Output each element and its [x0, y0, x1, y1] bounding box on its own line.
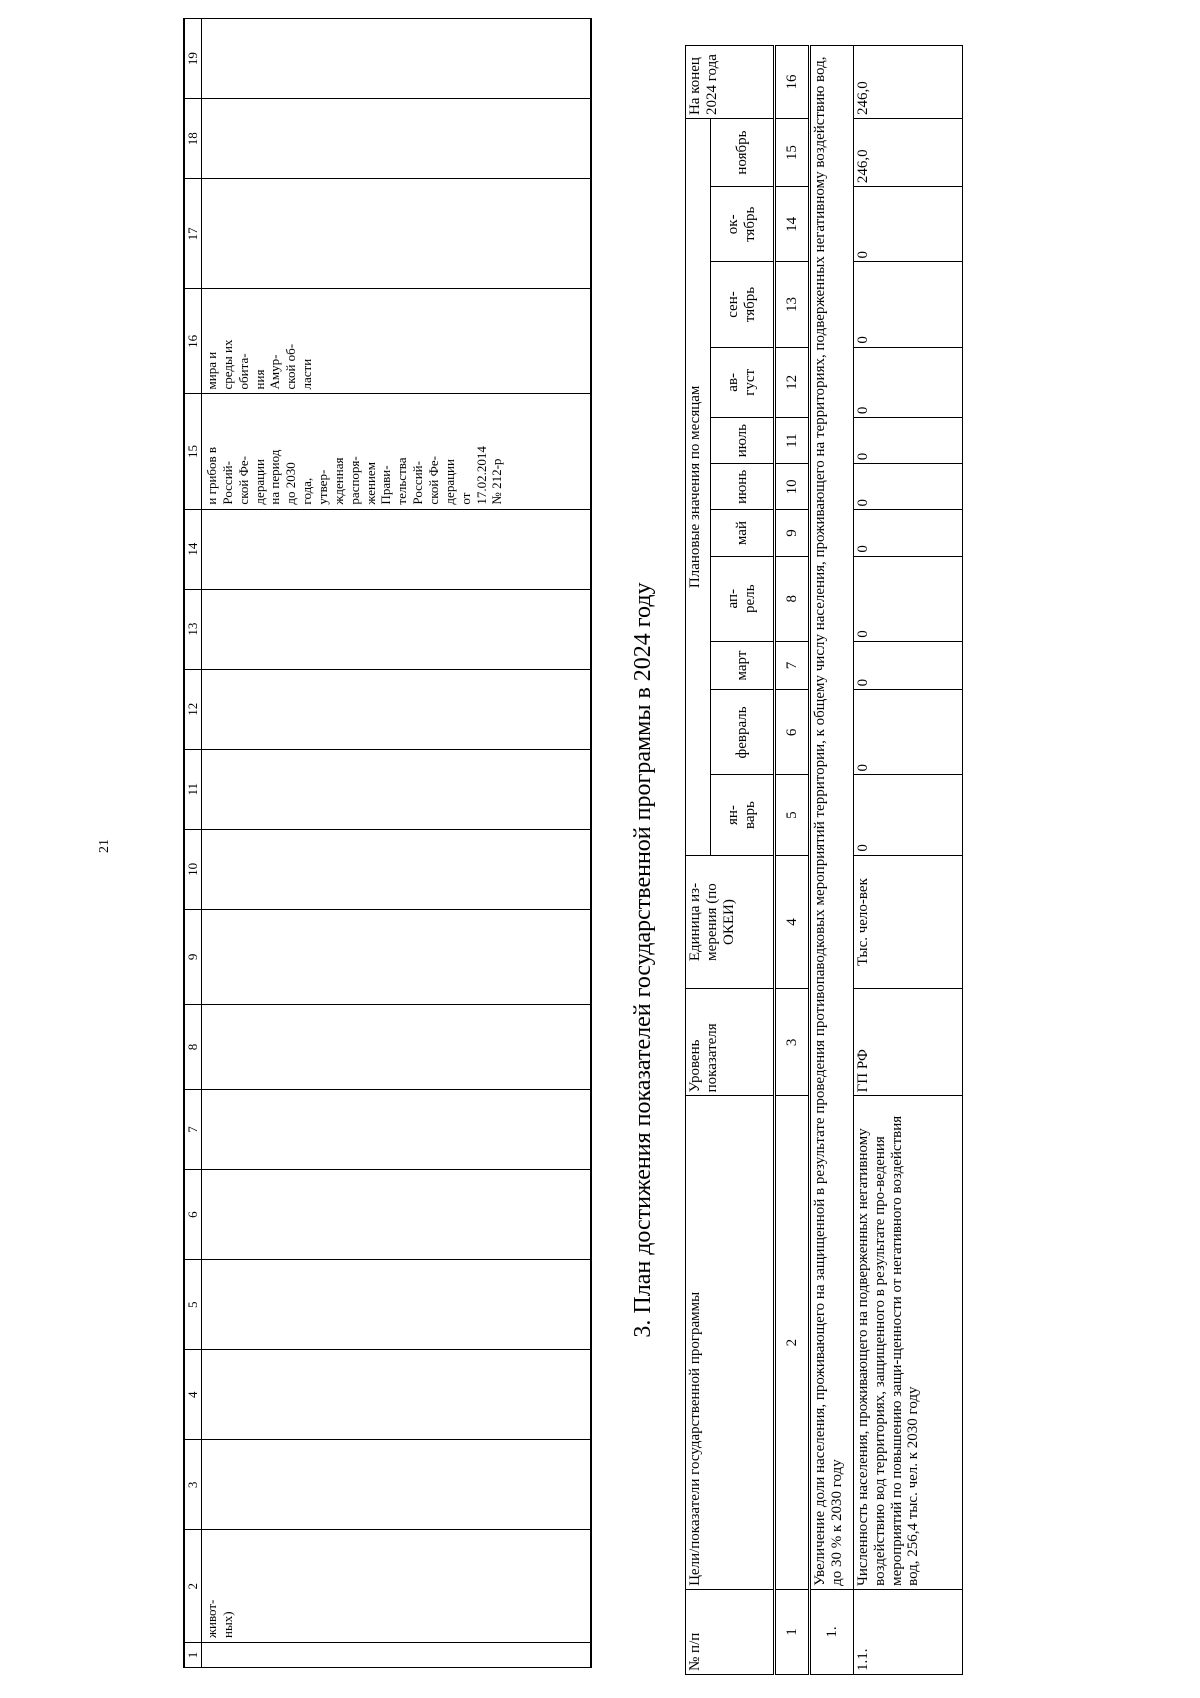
goal-text: Увеличение доли населения, проживающего на защищенной в результате проведения противопаводковых мероприятий территории, к общему числу населения, проживающего на территориях, подверженных негативному воздействию вод, до 30 % к 2030 году [810, 46, 854, 1590]
indicator-row [854, 46, 963, 1675]
column-number-row [775, 46, 810, 1675]
col-number: 14 [775, 187, 810, 262]
cell [202, 669, 592, 749]
continuation-table-container [183, 18, 592, 1668]
cell [202, 1170, 592, 1260]
col-number: 15 [184, 394, 202, 509]
month-header: июль [711, 418, 775, 464]
col-number: 12 [775, 347, 810, 418]
col-number: 5 [775, 775, 810, 855]
indicator-name: Численность населения, проживающего на подверженных негативному воздействию вод территориях, защищенного в результате про-ведения мероприятий по повышению защи-щенности от негативного воздействия вод, 256,4 тыс. чел. к 2030 году [854, 1096, 963, 1590]
col-number: 1 [184, 1642, 202, 1667]
plan-table-container [685, 45, 963, 1675]
col-number: 3 [184, 1440, 202, 1530]
col-number: 3 [775, 989, 810, 1096]
month-value: 0 [854, 464, 963, 510]
cell [202, 1004, 592, 1089]
col-number: 11 [184, 749, 202, 829]
goal-row [810, 46, 854, 1675]
col-number: 6 [184, 1170, 202, 1260]
month-value: 0 [854, 641, 963, 690]
col-number: 16 [775, 46, 810, 119]
col-number: 13 [184, 589, 202, 669]
plan-table [685, 45, 963, 1675]
col-number: 2 [184, 1530, 202, 1643]
month-value: 0 [854, 510, 963, 556]
col-number: 8 [775, 556, 810, 641]
cell [202, 1440, 592, 1530]
col-number: 12 [184, 669, 202, 749]
indicator-level: ГП РФ [854, 989, 963, 1096]
indicator-unit: Тыс. чело-век [854, 855, 963, 989]
page-number: 21 [97, 839, 112, 853]
cell [202, 509, 592, 589]
col-number: 7 [775, 641, 810, 690]
col-number: 11 [775, 418, 810, 464]
month-header: сен- тябрь [711, 262, 775, 347]
col-number: 10 [775, 464, 810, 510]
header-monthly: Плановые значения по месяцам [686, 119, 711, 856]
col-number: 9 [775, 510, 810, 556]
month-header: ав- густ [711, 347, 775, 418]
cell: и грибов в Россий- ской Фе- дерации на период до 2030 года, утвер- жденная распоря- жением Прави- тельства Россий- ской Фе- дерации от 17.02.2014 № 212-р [202, 394, 592, 509]
col-number: 14 [184, 509, 202, 589]
month-value: 0 [854, 262, 963, 347]
month-value: 0 [854, 690, 963, 775]
col-number: 10 [184, 829, 202, 909]
cell [202, 909, 592, 1004]
col-number: 16 [184, 289, 202, 394]
column-number-row [184, 19, 202, 1668]
header-unit: Единица из-мерения (по ОКЕИ) [686, 855, 775, 989]
month-header: май [711, 510, 775, 556]
col-number: 7 [184, 1090, 202, 1170]
col-number: 1 [775, 1589, 810, 1674]
cell: мира и среды их обита- ния Амур- ской об- ласти [202, 289, 592, 394]
col-number: 19 [184, 19, 202, 99]
section-title: 3. План достижения показателей государственной программы в 2024 году [630, 582, 656, 1338]
cell [202, 99, 592, 179]
header-num: № п/п [686, 1589, 775, 1674]
col-number: 4 [184, 1350, 202, 1440]
header-year-end: На конец 2024 года [686, 46, 775, 119]
cell [202, 589, 592, 669]
col-number: 5 [184, 1260, 202, 1350]
header-level: Уровень показателя [686, 989, 775, 1096]
header-goal: Цели/показатели государственной программы [686, 1096, 775, 1590]
month-value: 0 [854, 775, 963, 855]
month-value: 0 [854, 347, 963, 418]
table-row [202, 19, 592, 1668]
cell [202, 1090, 592, 1170]
cell [202, 1260, 592, 1350]
month-header: июнь [711, 464, 775, 510]
cell [202, 1350, 592, 1440]
col-number: 8 [184, 1004, 202, 1089]
cell [202, 829, 592, 909]
col-number: 2 [775, 1096, 810, 1590]
year-end-value: 246,0 [854, 46, 963, 119]
month-value: 0 [854, 187, 963, 262]
col-number: 13 [775, 262, 810, 347]
header-row [686, 46, 711, 1675]
col-number: 18 [184, 99, 202, 179]
goal-num: 1. [810, 1589, 854, 1674]
cell [202, 1642, 592, 1667]
section-title-container [630, 260, 657, 1660]
indicator-num: 1.1. [854, 1589, 963, 1674]
month-value: 0 [854, 556, 963, 641]
col-number: 17 [184, 179, 202, 289]
month-header: март [711, 641, 775, 690]
month-header: ян- варь [711, 775, 775, 855]
col-number: 6 [775, 690, 810, 775]
month-header: февраль [711, 690, 775, 775]
cell [202, 179, 592, 289]
month-header: ноябрь [711, 119, 775, 187]
col-number: 15 [775, 119, 810, 187]
month-value: 246,0 [854, 119, 963, 187]
continuation-table [183, 18, 592, 1668]
cell [202, 19, 592, 99]
month-header: ап- рель [711, 556, 775, 641]
month-value: 0 [854, 418, 963, 464]
col-number: 9 [184, 909, 202, 1004]
cell [202, 749, 592, 829]
month-header: ок- тябрь [711, 187, 775, 262]
cell: живот- ных) [202, 1530, 592, 1643]
col-number: 4 [775, 855, 810, 989]
